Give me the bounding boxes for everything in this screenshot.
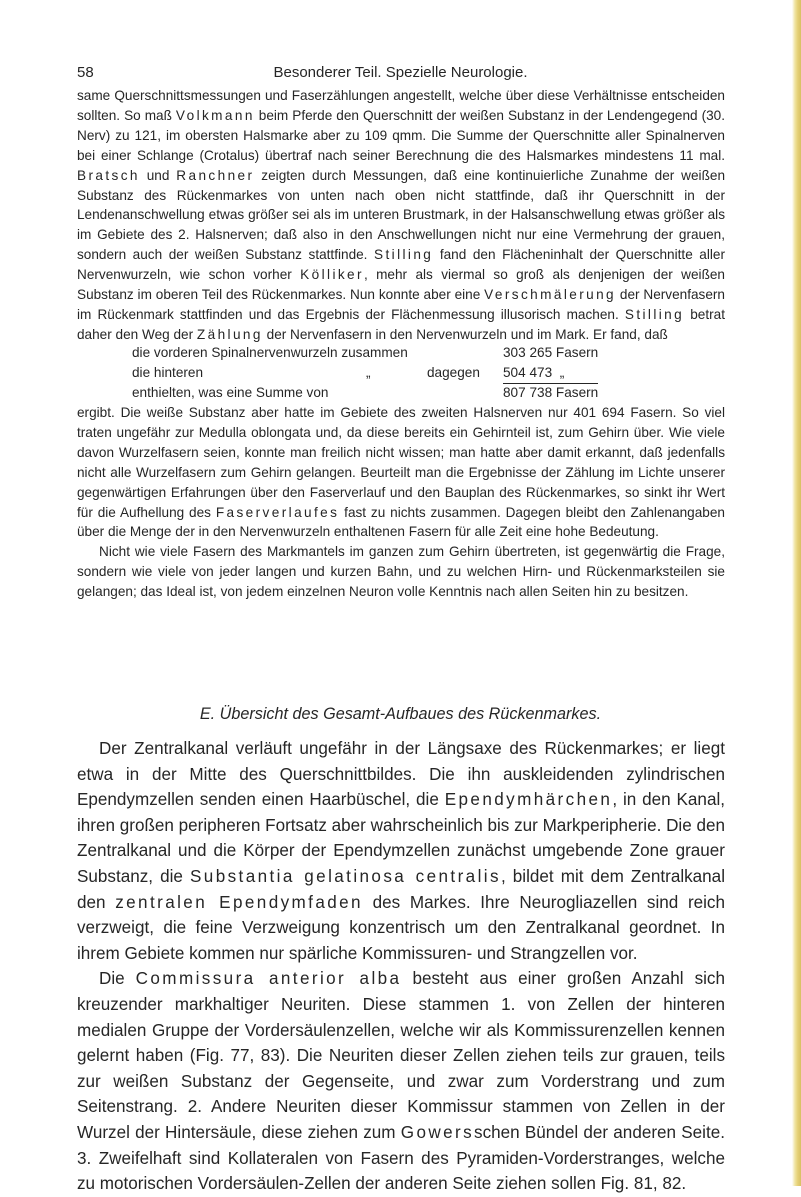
author-name: Volkmann — [175, 107, 255, 123]
page-edge — [792, 0, 801, 1186]
text: der Nervenfasern in den Nervenwurzeln und im Mark. Er fand, daß — [262, 326, 668, 342]
section-body — [77, 736, 725, 1197]
author-name: Gowers — [400, 1122, 475, 1142]
text: betrat daher den Weg der — [77, 306, 725, 342]
author-name: Stilling — [374, 247, 434, 263]
text: fand den Flächeninhalt der Querschnitte aller Nervenwurzeln, wie schon vorher — [77, 247, 725, 283]
ditto-mark: „ — [366, 364, 371, 380]
text: besteht aus einer großen Anzahl sich kreuzender markhaltiger Neuriten. Diese stammen 1. von Zellen der hinteren medialen Gruppe der Vordersäulenzellen, welche wir als Kommissurenzellen kennen gelernt haben (Fig. 77, 83). Die Neuriten dieser Zellen ziehen teils zur grauen, teils zur weißen Substanz der Gegenseite, und zwar zum Vorderstrang und zum Seitenstrang. 2. Andere Neuriten dieser Kommissur stammen von Zellen in der Wurzel der Hintersäule, diese ziehen zum — [77, 969, 725, 1142]
fiber-count-table — [77, 343, 725, 402]
text: und — [139, 167, 177, 183]
text: schen Bündel der anderen Seite. 3. Zweifelhaft sind Kollateralen von Fasern des Pyramiden-Vorderstranges, welche zu motorischen Vordersäulen-Zellen der anderen Seite ziehen sollen Fig. 81, 82. — [77, 1122, 725, 1194]
text: zeigten durch Messungen, daß eine kontinuierliche Zunahme der weißen Substanz des Rückenmarkes von unten nach oben nicht stattfinde, daß ihr Querschnitt in der Lendenanschwellung etwas größer sei als im unteren Brustmark, in der Halsanschwellung etwas größer als im Gebiete des 2. Halsnerven; daß also in den Anschwellungen nicht nur eine Vermehrung der grauen, sondern auch der weißen Substanz stattfinde. — [77, 167, 726, 263]
text: der Nervenfasern im Rückenmark stattfinden und das Ergebnis der Flächenmessung illusorisch machen. — [77, 287, 725, 322]
text: same Querschnittsmessungen und Faserzählungen angestellt, welche über diese Verhältnisse entscheiden sollten. So maß — [77, 88, 725, 123]
text: Der Zentralkanal verläuft ungefähr in der Längsaxe des Rückenmarkes; er liegt etwa in der Mitte des Querschnittbildes. Die ihn auskleidenden zylindrischen Ependymzellen senden einen Haarbüschel, die — [77, 739, 725, 810]
paragraph-4 — [77, 736, 725, 966]
table-label: die vorderen Spinalnervenwurzeln zusammen — [132, 345, 408, 360]
emphasis: zentralen Ependymfaden — [115, 892, 363, 912]
author-name: Bratsch — [77, 167, 140, 183]
author-name: Ranchner — [176, 167, 255, 183]
running-title: Besonderer Teil. Spezielle Neurologie. — [273, 64, 528, 81]
paragraph-3: Nicht wie viele Fasern des Markmantels im ganzen zum Gehirn übertreten, ist gegenwärtig die Frage, sondern wie viele von jeder langen und kurzen Bahn, und zu welchen Hirn- und Rückenmarksteilen sie gelangen; das Ideal ist, von jedem einzelnen Neuron volle Kenntnis nach allen Seiten hin zu besitzen. — [77, 544, 725, 600]
text: , mehr als viermal so groß als denjenigen der weißen Substanz im oberen Teil des Rückenmarkes. Nun konnte aber eine — [77, 267, 725, 303]
table-value-underlined — [503, 363, 598, 384]
section-heading: E. Übersicht des Gesamt-Aufbaues des Rückenmarkes. — [199, 705, 602, 723]
emphasis: Zählung — [196, 326, 263, 342]
table-label: dagegen — [427, 364, 480, 380]
table-value: 807 738 Fasern — [503, 384, 599, 400]
text: , bildet mit dem Zentralkanal den — [77, 866, 725, 912]
text: fast zu nichts zusammen. Dagegen bleibt den Zahlenangaben über die Menge der in den Nervenwurzeln enthaltenen Fasern für alle Zeit eine hohe Bedeutung. — [77, 504, 725, 540]
author-name: Kölliker — [300, 267, 364, 283]
table-row — [77, 363, 725, 383]
ditto-mark: „ — [559, 364, 565, 380]
paragraph-5 — [77, 966, 725, 1196]
table-row — [77, 343, 725, 363]
table-label: die hinteren — [132, 364, 204, 380]
table-value: 504 473 — [503, 364, 553, 380]
emphasis: Verschmälerung — [484, 287, 617, 303]
emphasis: Substantia gelatinosa centralis — [190, 866, 501, 886]
table-label: enthielten, was eine Summe von — [132, 384, 329, 400]
emphasis: Ependymhärchen — [444, 790, 613, 810]
emphasis: Commissura anterior alba — [135, 969, 402, 989]
emphasis: Faserverlaufes — [215, 504, 340, 520]
text: des Markes. Ihre Neurogliazellen sind reich verzweigt, die feine Verzweigung konzentrisch um den Zentralkanal geordnet. In ihrem Gebiete kommen nur spärliche Kommissuren- und Strangzellen vor. — [77, 892, 725, 963]
table-value: 303 265 Fasern — [503, 345, 599, 360]
text: Die — [99, 969, 136, 989]
paragraph-1 — [77, 86, 725, 345]
page-number: 58 — [77, 64, 94, 81]
text: ergibt. Die weiße Substanz aber hatte im Gebiete des zweiten Halsnerven nur 401 694 Fasern. So viel traten ungefähr zur Medulla oblongata und, da diese bereits ein Gehirnteil ist, zum Gehirn über. Wie viele davon Wurzelfasern seien, konnte man freilich nicht wissen; man hatte aber damit erkannt, daß jedenfalls nicht alle Wurzelfasern zum Gehirn gelangen. Beurteilt man die Ergebnisse der Zählung im Lichte unserer gegenwärtigen Erfahrungen über den Faserverlauf und den Bauplan des Rückenmarkes, so sinkt ihr Wert für die Aufhellung des — [77, 405, 725, 520]
text: , in den Kanal, ihren großen peripheren Fortsatz aber wahrscheinlich bis zur Markperipherie. Die den Zentralkanal und die Körper der Ependymzellen zunächst umgebende Zone grauer Substanz, die — [77, 790, 725, 886]
table-row — [77, 383, 725, 403]
page-header — [0, 64, 801, 86]
author-name: Stilling — [624, 306, 685, 322]
text: beim Pferde den Querschnitt der weißen Substanz in der Lendengegend (30. Nerv) zu 121, im obersten Halsmarke aber zu 109 qmm. Die Summe der Querschnitte aller Spinalnerven bei einer Schlange (Crotalus) übertraf nach seiner Berechnung die des Halsmarkes mindestens 11 mal. — [77, 107, 725, 163]
paragraph-2 — [77, 403, 725, 602]
